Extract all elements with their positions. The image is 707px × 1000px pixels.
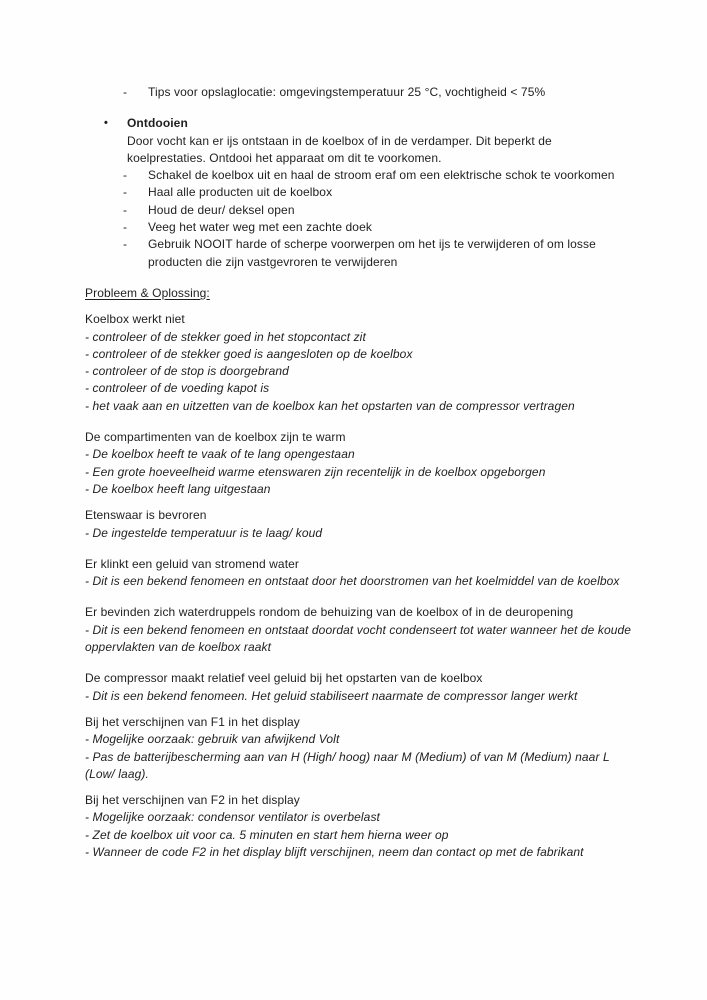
text-line: De compressor maakt relatief veel geluid bij het opstarten van de koelbox [85, 671, 483, 686]
text-line: - Mogelijke oorzaak: condensor ventilator is overbelast [85, 810, 380, 825]
text-line: - Dit is een bekend fenomeen en ontstaat doordat vocht condenseert tot water wanneer het de koude [85, 622, 632, 637]
text-line [85, 202, 677, 219]
text-line [85, 236, 677, 253]
text-line: (Low/ laag). [85, 766, 149, 781]
text-line: De compartimenten van de koelbox zijn te warm [85, 430, 346, 445]
text-line-content: Ontdooien [127, 116, 188, 131]
text-line: - controleer of de stop is doorgebrand [85, 364, 289, 379]
text-line: - controleer of de stekker goed is aangesloten op de koelbox [85, 346, 413, 361]
text-line: - Een grote hoeveelheid warme etenswaren zijn recentelijk in de koelbox opgeborgen [85, 464, 546, 479]
text-line: koelprestaties. Ontdooi het apparaat om dit te voorkomen. [127, 150, 442, 165]
text-line: - Wanneer de code F2 in het display blijft verschijnen, neem dan contact op met de fabrikant [85, 844, 584, 859]
text-line: - Dit is een bekend fenomeen. Het geluid stabiliseert naarmate de compressor langer werkt [85, 688, 578, 703]
text-line: Bij het verschijnen van F2 in het display [85, 793, 300, 808]
text-line: - controleer of de stekker goed in het stopcontact zit [85, 329, 366, 344]
text-line: - De koelbox heeft te vaak of te lang opengestaan [85, 447, 355, 462]
dash-marker: - [123, 202, 128, 217]
dash-marker: - [123, 237, 128, 252]
dash-marker: - [123, 220, 128, 235]
text-line: Er bevinden zich waterdruppels rondom de behuizing van de koelbox of in de deuropening [85, 605, 574, 620]
text-line: - Dit is een bekend fenomeen en ontstaat door het doorstromen van het koelmiddel van de koelbox [85, 574, 620, 589]
text-line [85, 184, 677, 201]
text-line: - De koelbox heeft lang uitgestaan [85, 481, 271, 496]
text-line: oppervlakten van de koelbox raakt [85, 640, 272, 655]
text-line [85, 115, 677, 132]
document-body [85, 84, 677, 861]
text-line: - Mogelijke oorzaak: gebruik van afwijkend Volt [85, 732, 340, 747]
text-line: Probleem & Oplossing: [85, 285, 210, 300]
text-line-content: Schakel de koelbox uit en haal de stroom eraf om een elektrische schok te voorkomen [148, 168, 615, 183]
text-line-content: Veeg het water weg met een zachte doek [148, 220, 372, 235]
text-line: - De ingestelde temperatuur is te laag/ koud [85, 525, 323, 540]
text-line: - controleer of de voeding kapot is [85, 381, 270, 396]
text-line: - Zet de koelbox uit voor ca. 5 minuten en start hem hierna weer op [85, 827, 449, 842]
text-line: - het vaak aan en uitzetten van de koelbox kan het opstarten van de compressor vertragen [85, 398, 575, 413]
bullet-marker: • [104, 117, 108, 130]
dash-marker: - [123, 85, 128, 99]
text-line: Etenswaar is bevroren [85, 508, 207, 523]
text-line [85, 219, 677, 236]
text-line: Bij het verschijnen van F1 in het display [85, 714, 300, 729]
text-line: Er klinkt een geluid van stromend water [85, 556, 300, 571]
dash-marker: - [123, 185, 128, 200]
text-line: producten die zijn vastgevroren te verwijderen [148, 254, 398, 269]
text-line-content: Gebruik NOOIT harde of scherpe voorwerpen om het ijs te verwijderen of om losse [148, 237, 596, 252]
text-line [85, 167, 677, 184]
text-line-content: Tips voor opslaglocatie: omgevingstemperatuur 25 °C, vochtigheid < 75% [148, 85, 546, 99]
dash-marker: - [123, 168, 128, 183]
text-line-content: Houd de deur/ deksel open [148, 202, 295, 217]
text-line [85, 84, 677, 101]
text-line: Koelbox werkt niet [85, 312, 185, 327]
text-line-content: Haal alle producten uit de koelbox [148, 185, 333, 200]
text-line: Door vocht kan er ijs ontstaan in de koelbox of in de verdamper. Dit beperkt de [127, 133, 552, 148]
text-line: - Pas de batterijbescherming aan van H (High/ hoog) naar M (Medium) of van M (Medium) naar L [85, 749, 610, 764]
